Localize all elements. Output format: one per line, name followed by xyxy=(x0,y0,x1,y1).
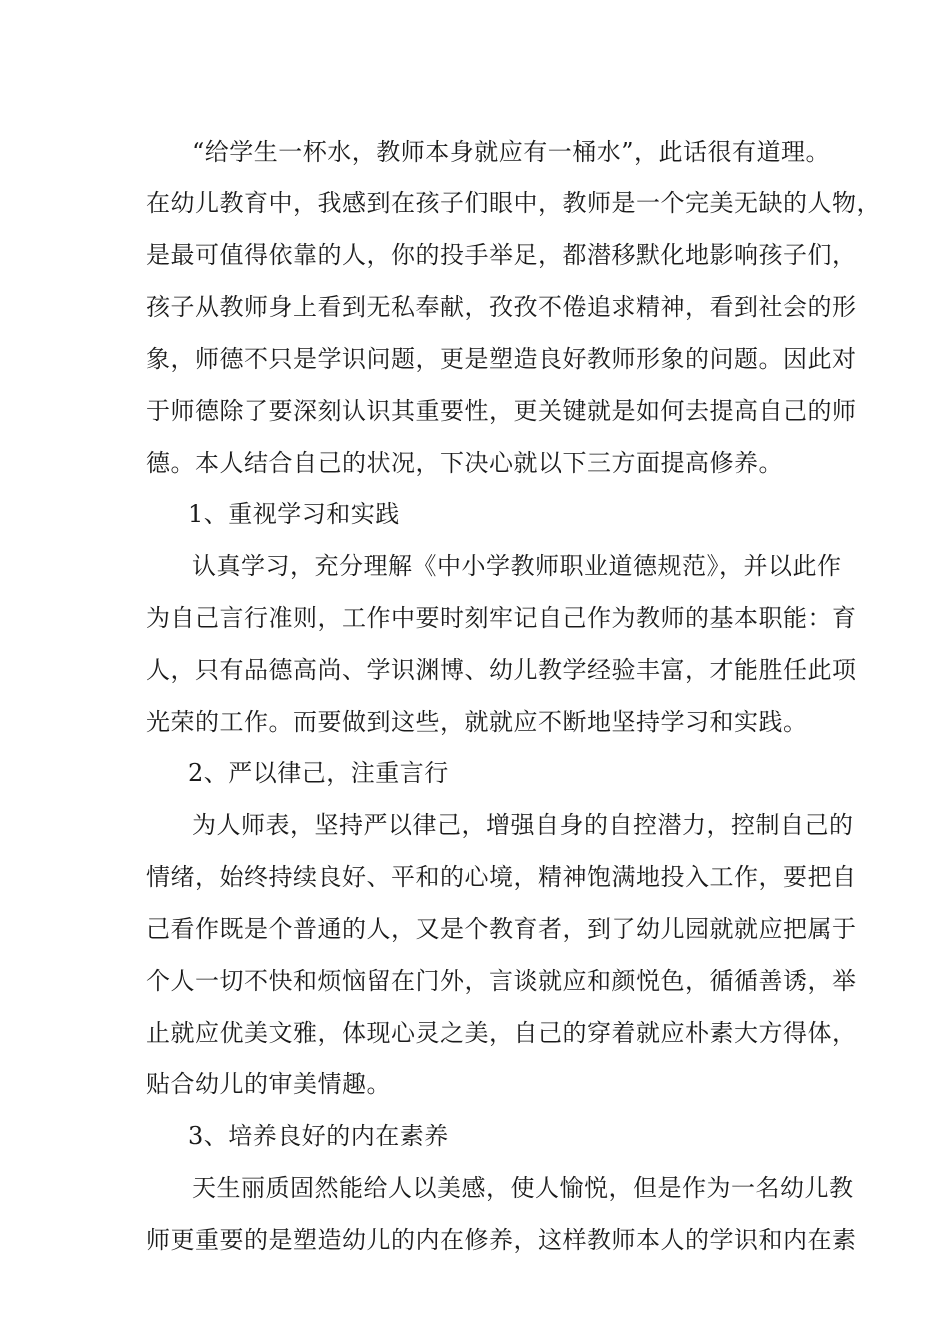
paragraph-line: 为自己言行准则，工作中要时刻牢记自己作为教师的基本职能：育 xyxy=(146,604,857,632)
section-heading: 3、培养良好的内在素养 xyxy=(188,1122,449,1150)
paragraph-line: 为人师表，坚持严以律己，增强自身的自控潜力，控制自己的 xyxy=(192,811,854,839)
paragraph-line: 人，只有品德高尚、学识渊博、幼儿教学经验丰富，才能胜任此项 xyxy=(146,656,857,684)
paragraph-line: 是最可值得依靠的人，你的投手举足，都潜移默化地影响孩子们， xyxy=(146,241,857,269)
paragraph-line: 师更重要的是塑造幼儿的内在修养，这样教师本人的学识和内在素 xyxy=(146,1226,857,1254)
paragraph-line: 于师德除了要深刻认识其重要性，更关键就是如何去提高自己的师 xyxy=(146,397,857,425)
paragraph-line: 贴合幼儿的审美情趣。 xyxy=(146,1070,391,1098)
paragraph-line: 止就应优美文雅，体现心灵之美，自己的穿着就应朴素大方得体， xyxy=(146,1019,857,1047)
paragraph-line: 德。本人结合自己的状况，下决心就以下三方面提高修养。 xyxy=(146,449,783,477)
paragraph-line: 孩子从教师身上看到无私奉献，孜孜不倦追求精神，看到社会的形 xyxy=(146,293,857,321)
paragraph-line: 天生丽质固然能给人以美感，使人愉悦，但是作为一名幼儿教 xyxy=(192,1174,854,1202)
paragraph-line: 光荣的工作。而要做到这些，就就应不断地坚持学习和实践。 xyxy=(146,708,808,736)
paragraph-line: 个人一切不快和烦恼留在门外，言谈就应和颜悦色，循循善诱，举 xyxy=(146,967,857,995)
paragraph-line: 情绪，始终持续良好、平和的心境，精神饱满地投入工作，要把自 xyxy=(146,863,857,891)
paragraph-line: 认真学习，充分理解《中小学教师职业道德规范》，并以此作 xyxy=(192,552,842,580)
paragraph-line: “给学生一杯水，教师本身就应有一桶水”，此话很有道理。 xyxy=(192,138,831,166)
paragraph-line: 己看作既是个普通的人，又是个教育者，到了幼儿园就就应把属于 xyxy=(146,915,857,943)
section-heading: 1、重视学习和实践 xyxy=(188,500,400,528)
section-heading: 2、严以律己，注重言行 xyxy=(188,759,449,787)
paragraph-line: 象，师德不只是学识问题，更是塑造良好教师形象的问题。因此对 xyxy=(146,345,857,373)
paragraph-line: 在幼儿教育中，我感到在孩子们眼中，教师是一个完美无缺的人物， xyxy=(146,189,881,217)
